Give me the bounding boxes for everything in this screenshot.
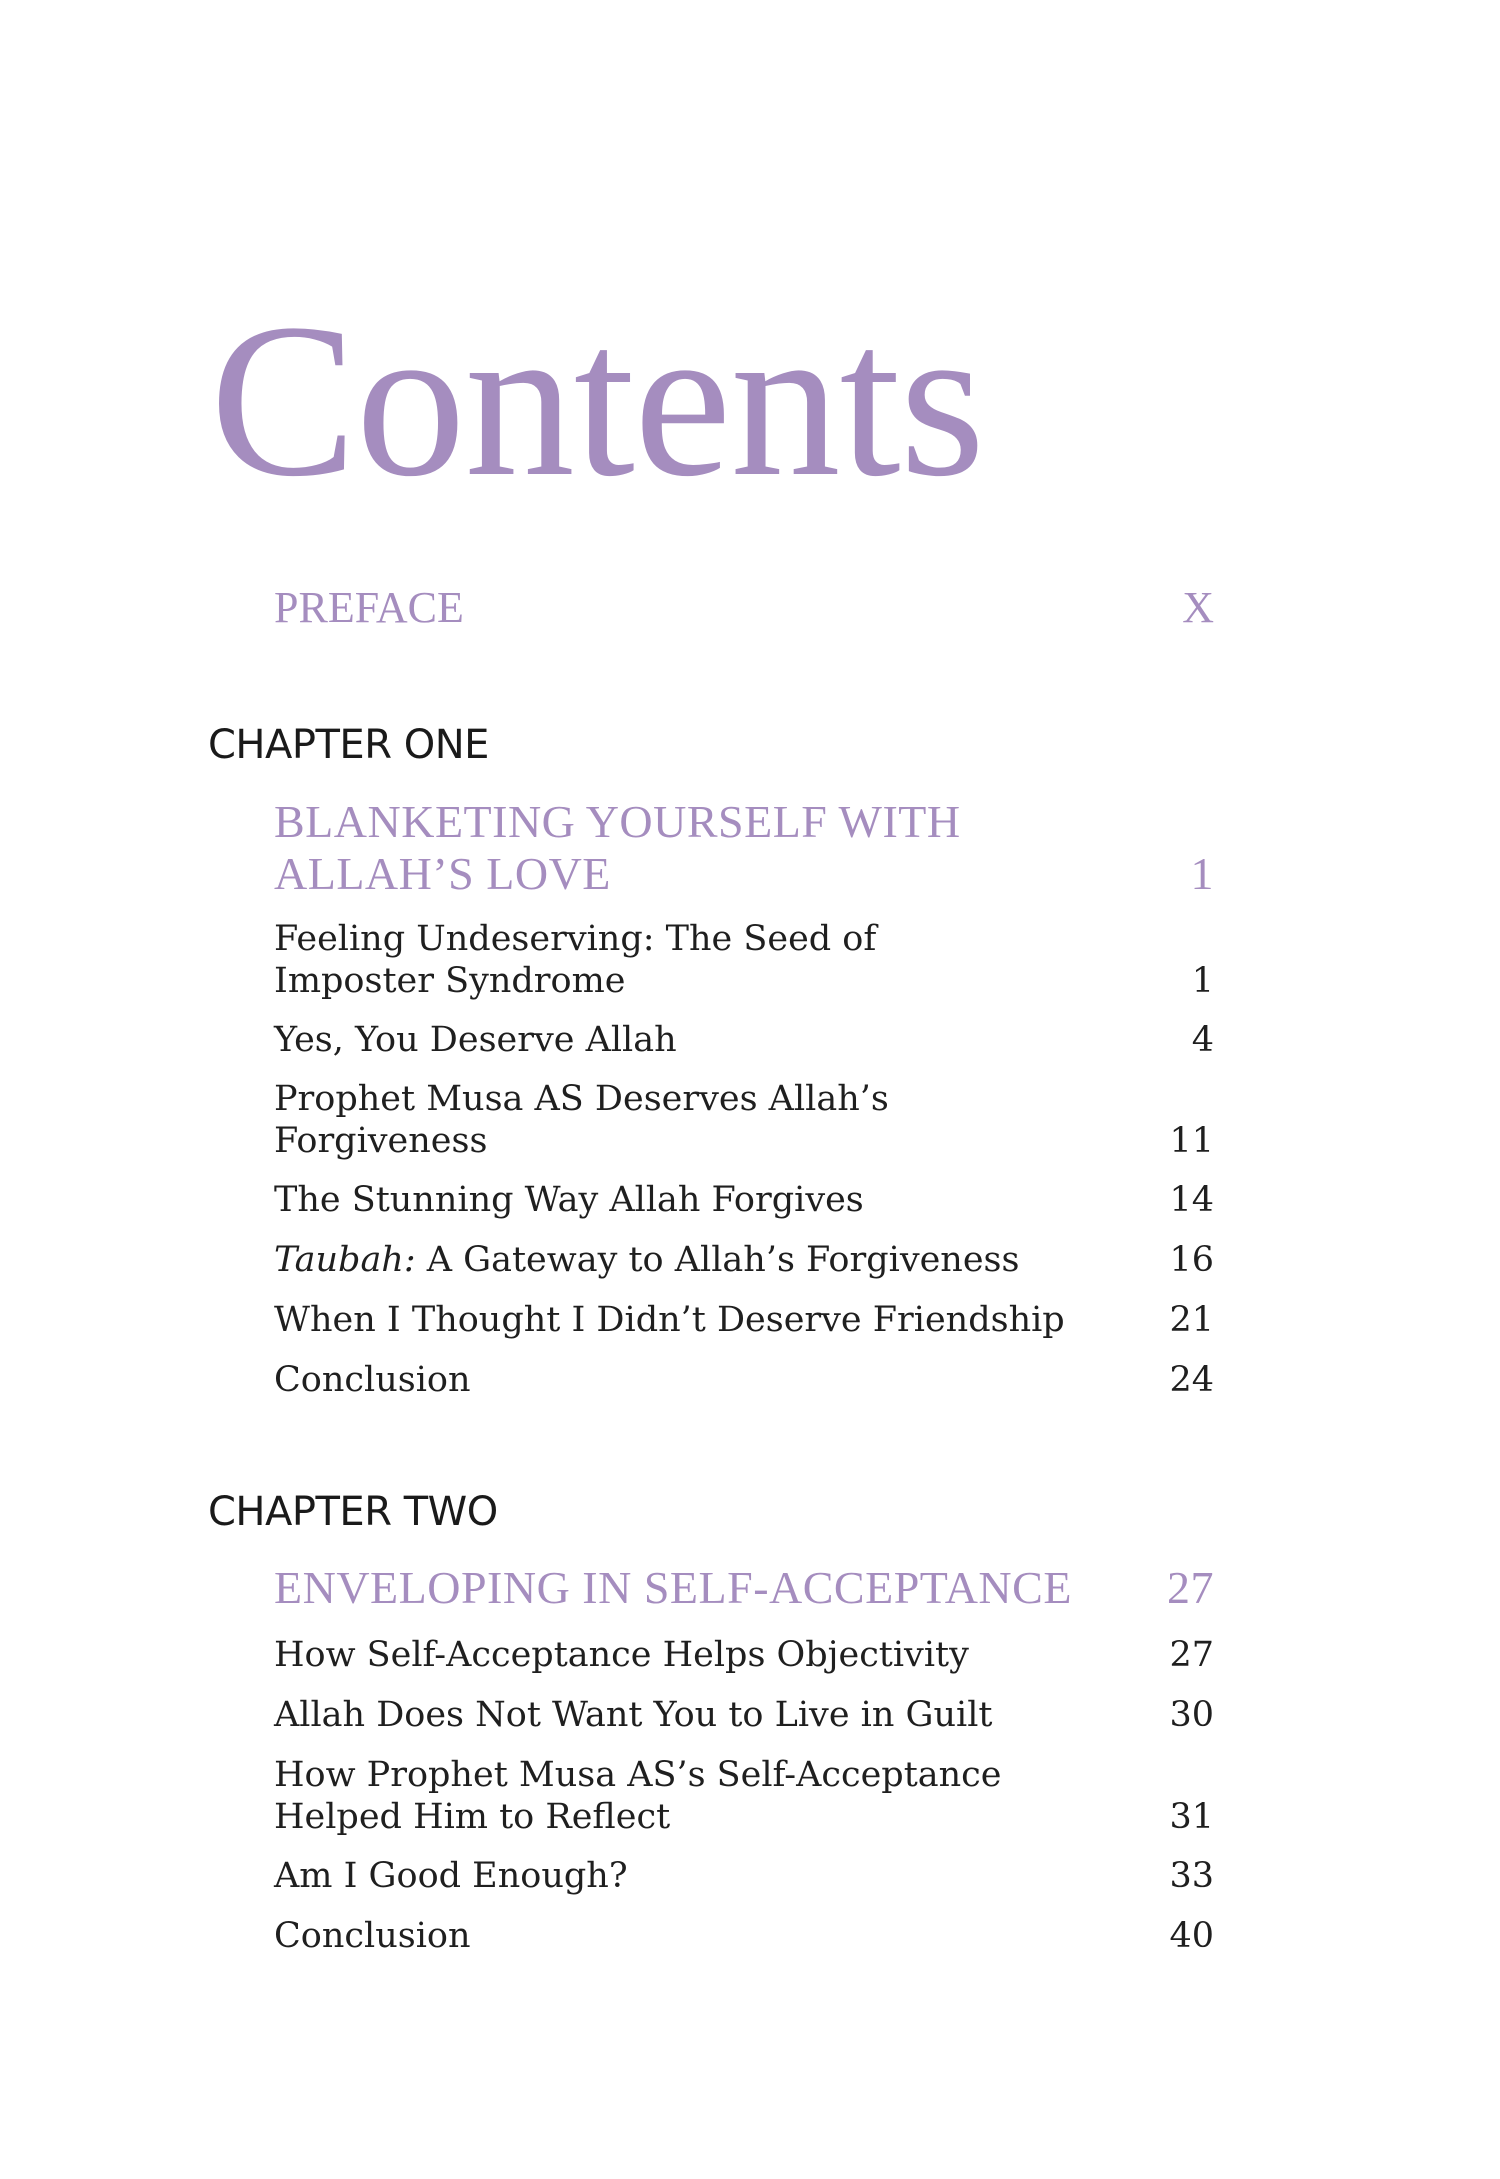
toc-entry-page: 1 <box>1191 961 1214 1001</box>
toc-entry-page: 14 <box>1169 1180 1214 1220</box>
toc-entry <box>274 1019 1214 1061</box>
toc-entry <box>274 1179 1214 1221</box>
chapter-one-title-line1: BLANKETING YOURSELF WITH <box>274 796 961 847</box>
chapter-one-title-page: 1 <box>1190 848 1214 899</box>
toc-entry <box>274 1078 1214 1162</box>
toc-entry-line1 <box>274 1239 1094 1281</box>
toc-entry-line1: When I Thought I Didn’t Deserve Friendship <box>274 1300 1065 1340</box>
toc-entry-line1: How Prophet Musa AS’s Self-Acceptance <box>274 1755 1002 1795</box>
toc-entry-line1: Feeling Undeserving: The Seed of <box>274 919 877 959</box>
toc-entry-page: 27 <box>1169 1635 1214 1675</box>
toc-entry-page: 21 <box>1169 1300 1214 1340</box>
toc-entry <box>274 1855 1214 1897</box>
toc-entry-page: 33 <box>1169 1856 1214 1896</box>
toc-entry-page: 30 <box>1169 1695 1214 1735</box>
toc-entry-page: 16 <box>1169 1240 1214 1280</box>
chapter-two-title-line1: ENVELOPING IN SELF-ACCEPTANCE <box>274 1562 1072 1613</box>
chapter-two-label: CHAPTER TWO <box>208 1489 498 1535</box>
toc-entry <box>274 1634 1214 1676</box>
toc-entry-page: 11 <box>1169 1121 1214 1161</box>
toc-entry <box>274 1299 1214 1341</box>
toc-entry <box>274 1754 1214 1838</box>
toc-entry-page: 40 <box>1169 1916 1214 1956</box>
toc-entry-line2: Forgiveness <box>274 1121 488 1161</box>
toc-entry-line2: Imposter Syndrome <box>274 961 626 1001</box>
toc-entry-line1: Conclusion <box>274 1916 471 1956</box>
toc-entry <box>274 918 1214 1002</box>
chapter-one-label: CHAPTER ONE <box>208 722 489 768</box>
toc-entry-italic: Taubah: <box>274 1240 416 1280</box>
toc-entry-page: 4 <box>1191 1020 1214 1060</box>
toc-entry-line1: How Self-Acceptance Helps Objectivity <box>274 1635 969 1675</box>
toc-entry-line1: Prophet Musa AS Deserves Allah’s <box>274 1079 889 1119</box>
toc-entry <box>274 1694 1214 1736</box>
page-title: Contents <box>210 278 985 522</box>
toc-entry <box>274 1915 1214 1957</box>
toc-entry-line1: Am I Good Enough? <box>274 1856 628 1896</box>
preface-page: X <box>1182 583 1214 632</box>
toc-entry-line1: Conclusion <box>274 1360 471 1400</box>
toc-preface <box>274 582 1214 633</box>
toc-entry-line2: Helped Him to Reflect <box>274 1797 671 1837</box>
toc-entry <box>274 1359 1214 1401</box>
toc-entry-line1: Yes, You Deserve Allah <box>274 1020 677 1060</box>
chapter-two-title-page: 27 <box>1167 1562 1214 1613</box>
toc-entry-rest: A Gateway to Allah’s Forgiveness <box>415 1240 1020 1280</box>
chapter-two-title <box>274 1562 1214 1614</box>
toc-entry-page: 31 <box>1169 1797 1214 1837</box>
toc-entry-page: 24 <box>1169 1360 1214 1400</box>
chapter-one-title <box>274 796 1214 900</box>
preface-label: PREFACE <box>274 583 464 632</box>
toc-entry-line1: Allah Does Not Want You to Live in Guilt <box>274 1695 993 1735</box>
toc-entry-line1: The Stunning Way Allah Forgives <box>274 1180 864 1220</box>
chapter-one-title-line2: ALLAH’S LOVE <box>274 848 611 899</box>
toc-entry <box>274 1239 1214 1281</box>
